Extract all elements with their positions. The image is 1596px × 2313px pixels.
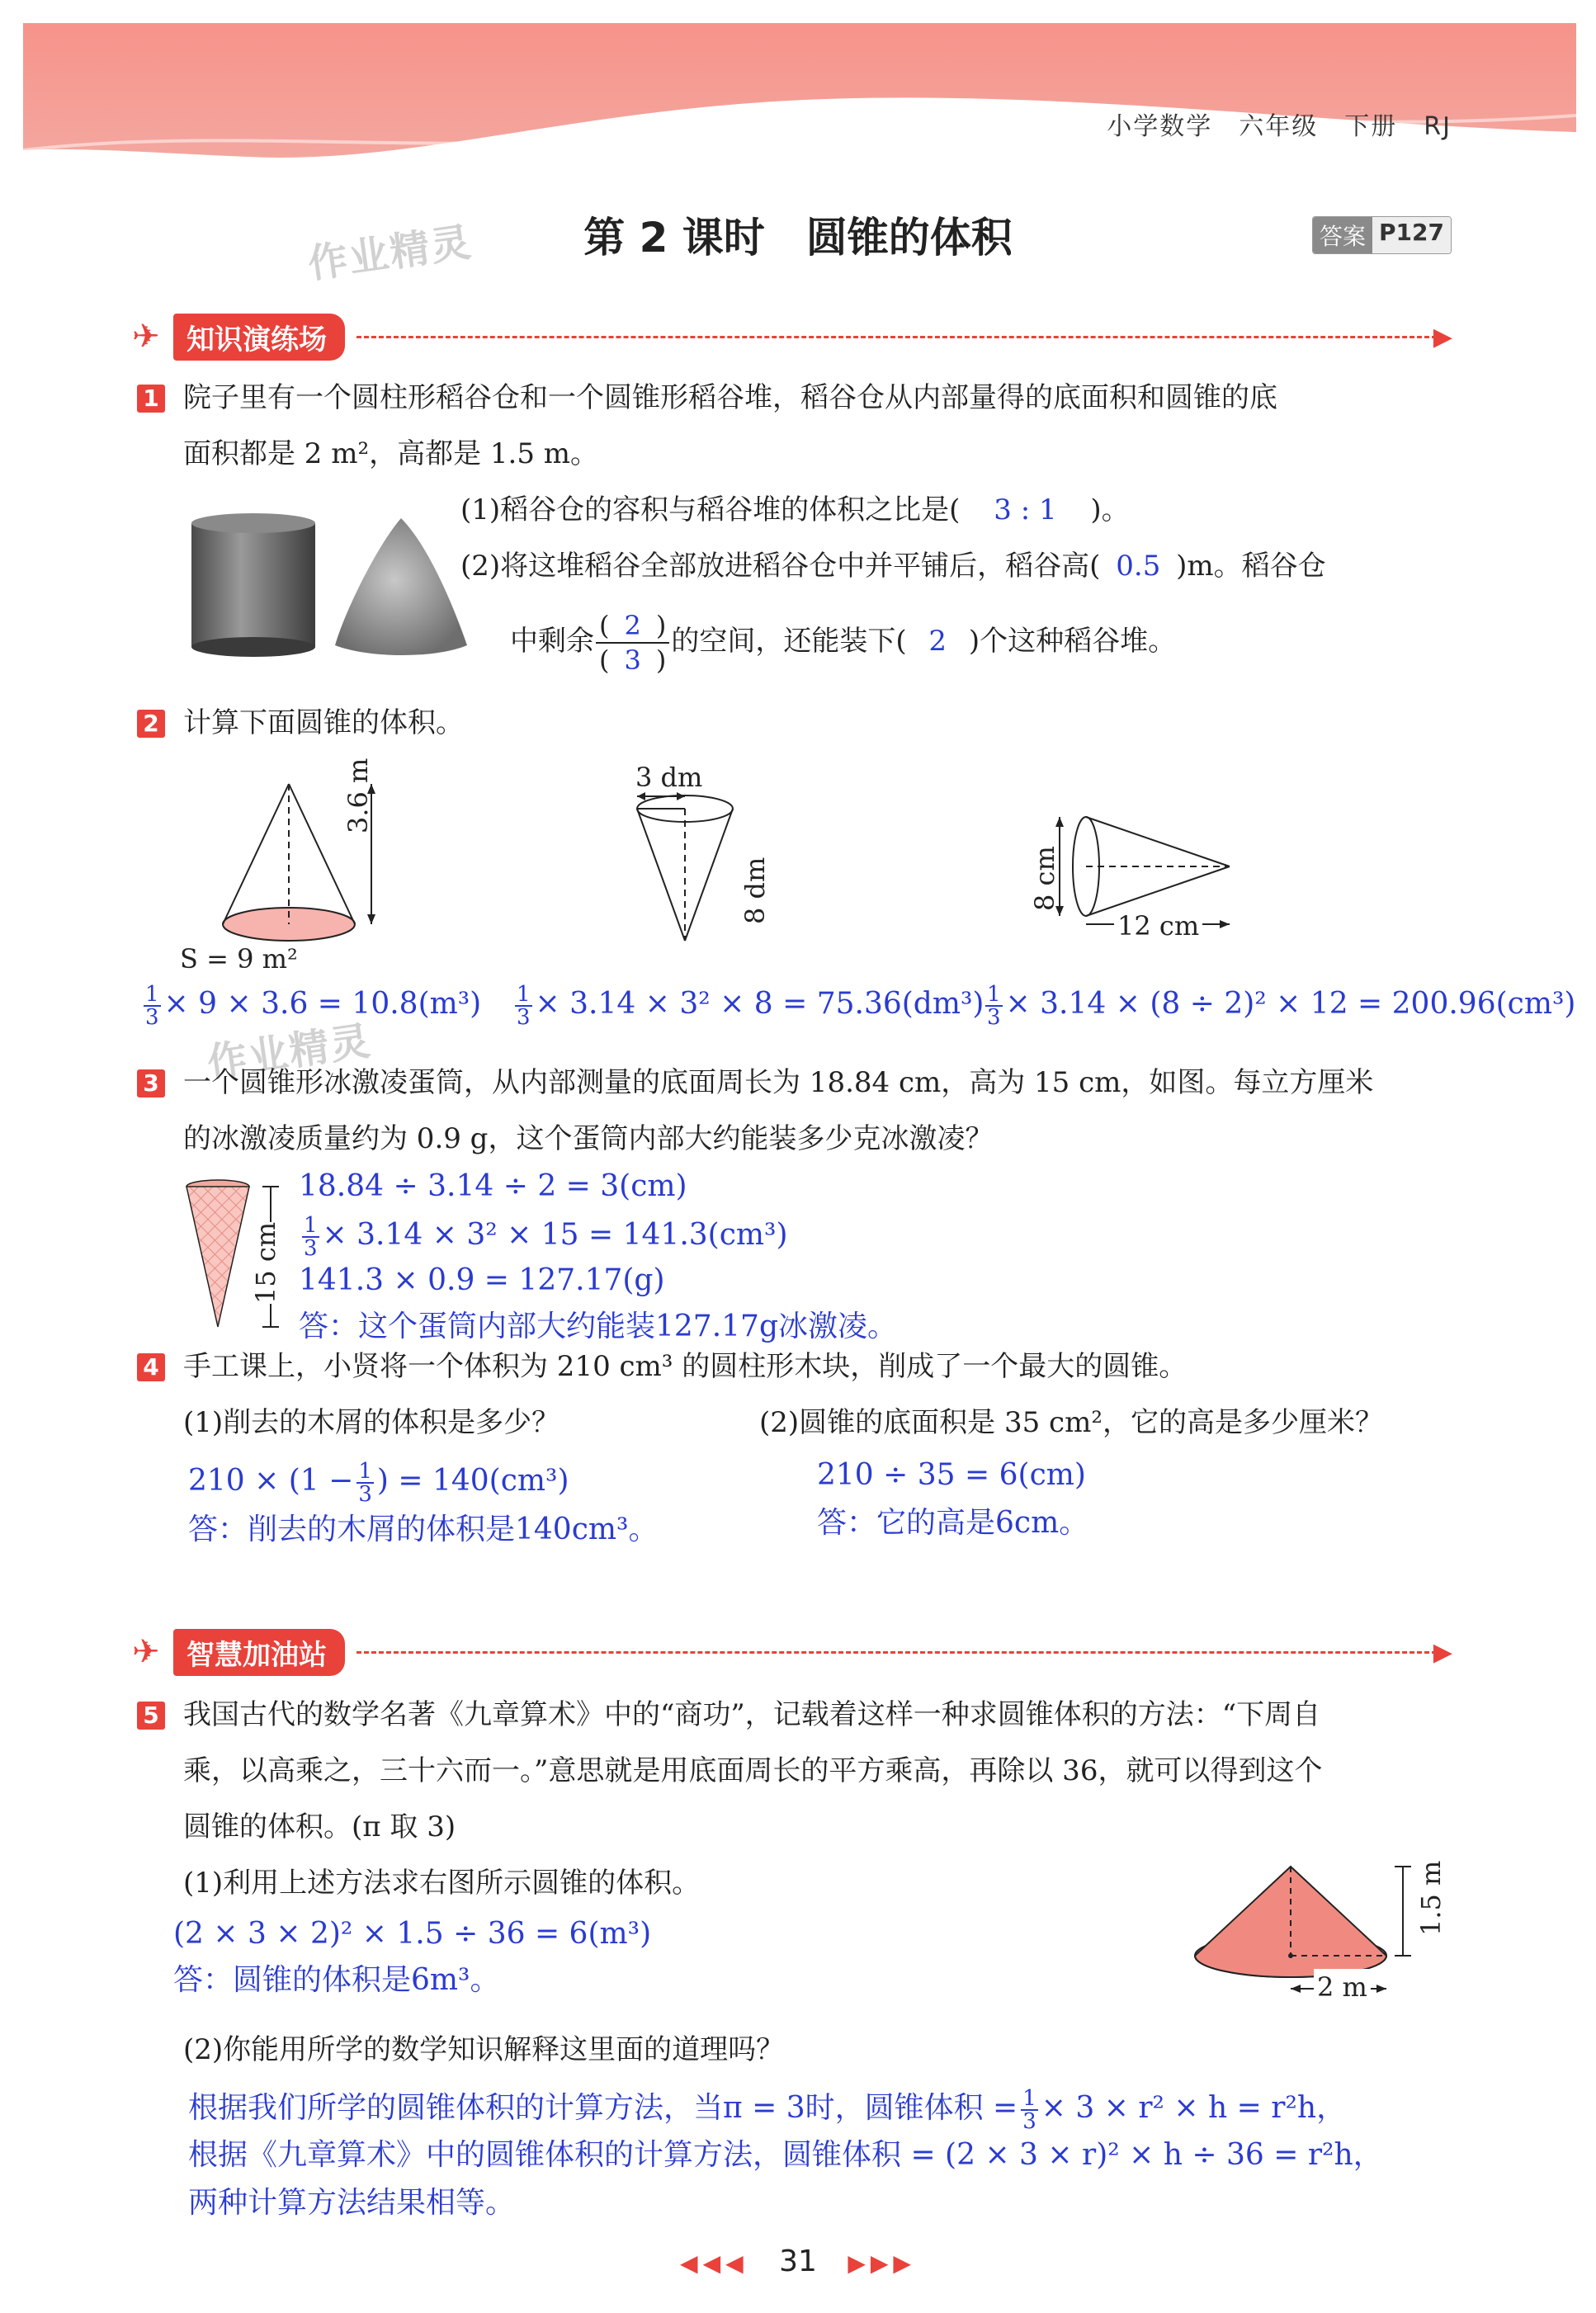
q4-part1: (1)削去的木屑的体积是多少？: [183, 1406, 560, 1439]
fraction-one-third: [357, 1461, 374, 1505]
fig2-diameter: 3 dm: [635, 762, 703, 793]
q5-answer2-line1-post: × 3 × r² × h = r²h，: [1041, 2091, 1347, 2125]
frac-den: 3: [145, 1005, 159, 1030]
answer-ref-label: 答案: [1313, 217, 1372, 253]
frac-num: 1: [987, 982, 1001, 1007]
q2-answer-2-text: × 3.14 × 3² × 8 = 75.36(dm³): [535, 987, 985, 1021]
frac-den: 3: [987, 1005, 1001, 1030]
q5-answer1-line2: 答：圆锥的体积是6m³。: [173, 1963, 500, 1997]
q3-answer-line4: 答：这个蛋筒内部大约能装127.17g冰激凌。: [299, 1310, 898, 1343]
q5-answer2-line1: [188, 2088, 1346, 2132]
q4-answer1-line1: [188, 1461, 569, 1505]
section-challenge-label: 智慧加油站: [173, 1629, 345, 1676]
page-footer: [0, 2245, 1596, 2278]
runner-icon: ✈: [132, 1633, 160, 1671]
question-number: 2: [137, 710, 165, 738]
q3-text-line1: 一个圆锥形冰激凌蛋筒，从内部测量的底面周长为 18.84 cm，高为 15 cm，如图。每立方厘米: [183, 1066, 1374, 1099]
frac-den: 3: [517, 1005, 531, 1030]
q2-answer-3: [982, 984, 1575, 1028]
fraction-one-third: [1021, 2088, 1038, 2132]
section-practice-label: 知识演练场: [173, 314, 345, 361]
q4-answer1-post: ) = 140(cm³): [376, 1464, 569, 1498]
q3-answer-line2-text: × 3.14 × 3² × 15 = 141.3(cm³): [322, 1218, 788, 1252]
q3-answer-line1: 18.84 ÷ 3.14 ÷ 2 = 3(cm): [299, 1169, 687, 1203]
frac-den: 3: [304, 1236, 318, 1261]
answer-ref-page: P127: [1372, 217, 1451, 253]
watermark: 作业精灵: [204, 1017, 375, 1087]
q1-part3-text-b: 的空间，还能装下(: [671, 625, 907, 658]
q3-text-line2: 的冰激凌质量约为 0.9 g，这个蛋筒内部大约能装多少克冰激凌？: [183, 1122, 994, 1155]
q5-part2: (2)你能用所学的数学知识解释这里面的道理吗？: [183, 2033, 785, 2066]
runner-icon: ✈: [132, 318, 160, 356]
q5-figure-radius: 2 m: [1314, 1969, 1371, 2005]
fraction-one-third: [144, 984, 161, 1028]
question-number: 4: [137, 1353, 165, 1381]
q4-answer2-line2: 答：它的高是6cm。: [817, 1506, 1089, 1540]
q1-part2: [460, 548, 1326, 584]
q1-part3-text-a: 中剩余: [510, 625, 594, 658]
frac-num: 1: [1022, 2086, 1036, 2111]
fraction-one-third: [985, 984, 1003, 1028]
page-number: 31: [779, 2245, 817, 2278]
q5-answer2-line2: 根据《九章算术》中的圆锥体积的计算方法，圆锥体积 = (2 × 3 × r)² × h ÷ 36 = r²h，: [188, 2138, 1383, 2172]
q5-part1: (1)利用上述方法求右图所示圆锥的体积。: [183, 1867, 701, 1900]
frac-num: 1: [304, 1213, 318, 1238]
q1-text-line1: 院子里有一个圆柱形稻谷仓和一个圆锥形稻谷堆，稻谷仓从内部量得的底面积和圆锥的底: [183, 381, 1277, 414]
q2-answer-2: [512, 984, 984, 1028]
frac-den: 3: [358, 1482, 372, 1507]
fig1-base-area: S = 9 m²: [180, 943, 298, 975]
q4-answer1-pre: 210 × (1 −: [188, 1464, 354, 1498]
q1-part1-answer: 3 : 1: [994, 493, 1057, 526]
q1-part3-text-c: )个这种稻谷堆。: [968, 625, 1177, 658]
section-divider: [357, 1651, 1437, 1654]
q4-text: 手工课上，小贤将一个体积为 210 cm³ 的圆柱形木块，削成了一个最大的圆锥。: [183, 1350, 1188, 1383]
q3-answer-line3: 141.3 × 0.9 = 127.17(g): [299, 1263, 665, 1297]
fig2-height: 8 dm: [739, 857, 771, 924]
q5-answer2-line1-pre: 根据我们所学的圆锥体积的计算方法，当π = 3时，圆锥体积 =: [188, 2091, 1018, 2125]
fig3-diameter: 8 cm: [1029, 846, 1060, 911]
triangles-left-icon: ◀◀◀: [680, 2249, 748, 2277]
q5-text-line3: 圆锥的体积。(π 取 3): [183, 1810, 456, 1843]
q1-text-line2: 面积都是 2 m²，高都是 1.5 m。: [183, 437, 599, 470]
question-number: 1: [137, 385, 165, 413]
section-divider: [357, 336, 1437, 338]
section-practice-header: [132, 315, 1452, 358]
q4-part2: (2)圆锥的底面积是 35 cm²，它的高是多少厘米？: [759, 1406, 1383, 1439]
question-number: 5: [137, 1702, 165, 1730]
q1-part1: [460, 492, 1130, 528]
q1-part2-answer: 0.5: [1116, 550, 1161, 583]
q5-text-line2: 乘，以高乘之，三十六而一。”意思就是用底面周长的平方乘高，再除以 36，就可以得到这个: [183, 1754, 1323, 1787]
q1-part1-text-a: (1)稻谷仓的容积与稻谷堆的体积之比是(: [460, 493, 961, 526]
q5-cone-figure: [1188, 1857, 1436, 1997]
frac-num: 1: [517, 982, 531, 1007]
q5-answer1-line1: (2 × 3 × 2)² × 1.5 ÷ 36 = 6(m³): [173, 1917, 652, 1951]
fraction-one-third: [302, 1215, 319, 1259]
question-number: 3: [137, 1069, 165, 1097]
q4-answer2-line1: 210 ÷ 35 = 6(cm): [817, 1458, 1086, 1492]
q3-figure-height: 15 cm: [248, 1222, 284, 1304]
answer-reference: [1312, 216, 1452, 254]
q1-part3-fraction: $\frac{( 2 )}{( 3 )}$: [596, 609, 669, 677]
fraction-one-third: [515, 984, 532, 1028]
series-label: 小学数学 六年级 下册 RJ: [1107, 112, 1452, 141]
q1-part2-text-a: (2)将这堆稻谷全部放进稻谷仓中并平铺后，稻谷高(: [460, 550, 1101, 583]
q1-part3: [510, 609, 1176, 677]
q2-answer-1-text: × 9 × 3.6 = 10.8(m³): [163, 987, 482, 1021]
section-challenge-header: [132, 1631, 1452, 1673]
arrow-right-icon: ▶: [1433, 1637, 1452, 1667]
q3-answer-line2: [299, 1215, 788, 1259]
frac-den: 3: [1022, 2109, 1036, 2134]
arrow-right-icon: ▶: [1433, 322, 1452, 352]
q1-part3-denominator: 3: [624, 644, 641, 676]
q5-text-line1: 我国古代的数学名著《九章算术》中的“商功”，记载着这样一种求圆锥体积的方法：“下周自: [183, 1698, 1321, 1731]
triangles-right-icon: ▶▶▶: [848, 2249, 916, 2277]
q1-part3-answer: 2: [928, 625, 947, 658]
page-title: 第 2 课时 圆锥的体积: [583, 214, 1013, 262]
q2-text: 计算下面圆锥的体积。: [183, 706, 464, 739]
q1-part2-text-b: )m。稻谷仓: [1176, 550, 1326, 583]
frac-num: 1: [358, 1459, 372, 1484]
q5-answer2-line3: 两种计算方法结果相等。: [188, 2186, 516, 2220]
q1-part1-text-b: )。: [1090, 493, 1130, 526]
q4-answer1-line2: 答：削去的木屑的体积是140cm³。: [188, 1513, 659, 1546]
frac-num: 1: [145, 982, 159, 1007]
fig3-length: 12 cm: [1114, 908, 1202, 944]
granary-photos: [188, 512, 477, 660]
q5-figure-height: 1.5 m: [1415, 1860, 1447, 1936]
q2-answer-3-text: × 3.14 × (8 ÷ 2)² × 12 = 200.96(cm³): [1005, 987, 1576, 1021]
q1-part3-numerator: 2: [624, 610, 641, 641]
watermark: 作业精灵: [305, 219, 475, 288]
fig1-height: 3.6 m: [342, 758, 374, 833]
